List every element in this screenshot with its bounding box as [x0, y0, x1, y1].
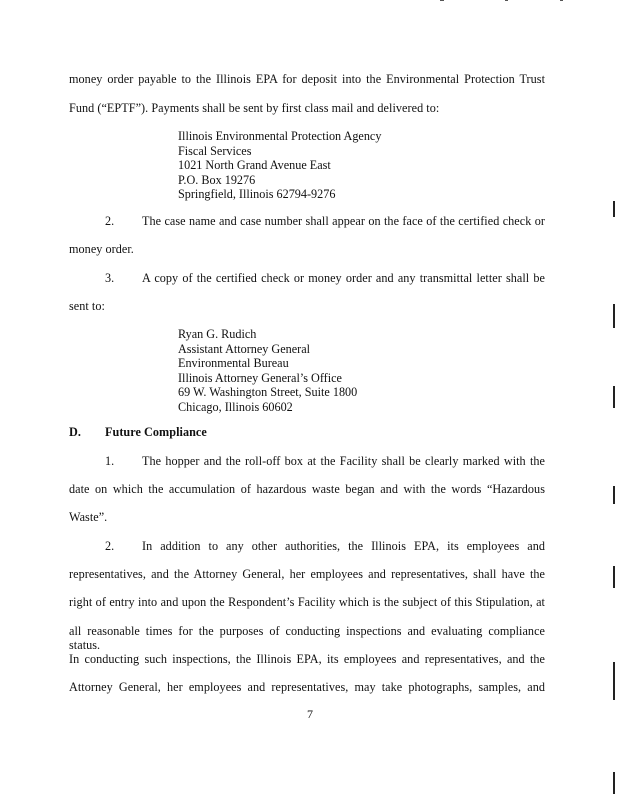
scan-mark-top — [505, 0, 508, 1]
margin-revision-bar — [613, 386, 615, 408]
section-letter: D. — [69, 425, 81, 439]
body-line: Attorney General, her employees and representatives, may take photographs, samples, and — [69, 680, 545, 694]
body-line: representatives, and the Attorney General, her employees and representatives, shall have the — [69, 567, 545, 581]
margin-revision-bar — [613, 662, 615, 700]
body-line: all reasonable times for the purposes of conducting inspections and evaluating compliance status. — [69, 624, 545, 652]
body-line: right of entry into and upon the Respondent’s Facility which is the subject of this Stipulation, at — [69, 595, 545, 609]
section-title: Future Compliance — [105, 425, 207, 439]
address-line: P.O. Box 19276 — [178, 172, 256, 187]
body-line: sent to: — [69, 299, 105, 313]
scan-mark-top — [560, 0, 563, 1]
body-line: A copy of the certified check or money order and any transmittal letter shall be — [142, 271, 545, 285]
scan-mark-top — [440, 0, 444, 1]
address-block-epa — [178, 129, 381, 202]
address-block-attorney-general — [178, 327, 357, 415]
margin-revision-bar — [613, 201, 615, 217]
body-line: The case name and case number shall appear on the face of the certified check or — [142, 214, 545, 228]
address-line: Illinois Attorney General’s Office — [178, 370, 342, 385]
body-line: date on which the accumulation of hazardous waste began and with the words “Hazardous — [69, 482, 545, 496]
address-line: Springfield, Illinois 62794-9276 — [178, 187, 336, 202]
margin-revision-bar — [613, 486, 615, 504]
margin-revision-bar — [613, 772, 615, 794]
body-line: Fund (“EPTF”). Payments shall be sent by first class mail and delivered to: — [69, 101, 440, 115]
page-number: 7 — [307, 707, 313, 721]
paragraph-number: 2. — [105, 214, 115, 228]
address-line: Environmental Bureau — [178, 356, 289, 371]
paragraph-number: 1. — [105, 454, 115, 468]
address-line: Fiscal Services — [178, 143, 252, 158]
body-line: money order. — [69, 242, 134, 256]
address-line: Illinois Environmental Protection Agency — [178, 129, 382, 143]
paragraph-number: 2. — [105, 539, 115, 553]
address-line: Chicago, Illinois 60602 — [178, 399, 293, 414]
address-line: Assistant Attorney General — [178, 341, 311, 356]
body-line: The hopper and the roll-off box at the Facility shall be clearly marked with the — [142, 454, 545, 468]
body-line: In conducting such inspections, the Illinois EPA, its employees and representatives, and the — [69, 652, 545, 666]
body-line: money order payable to the Illinois EPA for deposit into the Environmental Protection Trust — [69, 72, 545, 86]
margin-revision-bar — [613, 566, 615, 588]
address-line: Ryan G. Rudich — [178, 327, 257, 341]
address-line: 69 W. Washington Street, Suite 1800 — [178, 385, 358, 400]
body-line: In addition to any other authorities, the Illinois EPA, its employees and — [142, 539, 545, 553]
address-line: 1021 North Grand Avenue East — [178, 158, 331, 173]
paragraph-number: 3. — [105, 271, 115, 285]
body-line: Waste”. — [69, 510, 108, 524]
margin-revision-bar — [613, 304, 615, 328]
